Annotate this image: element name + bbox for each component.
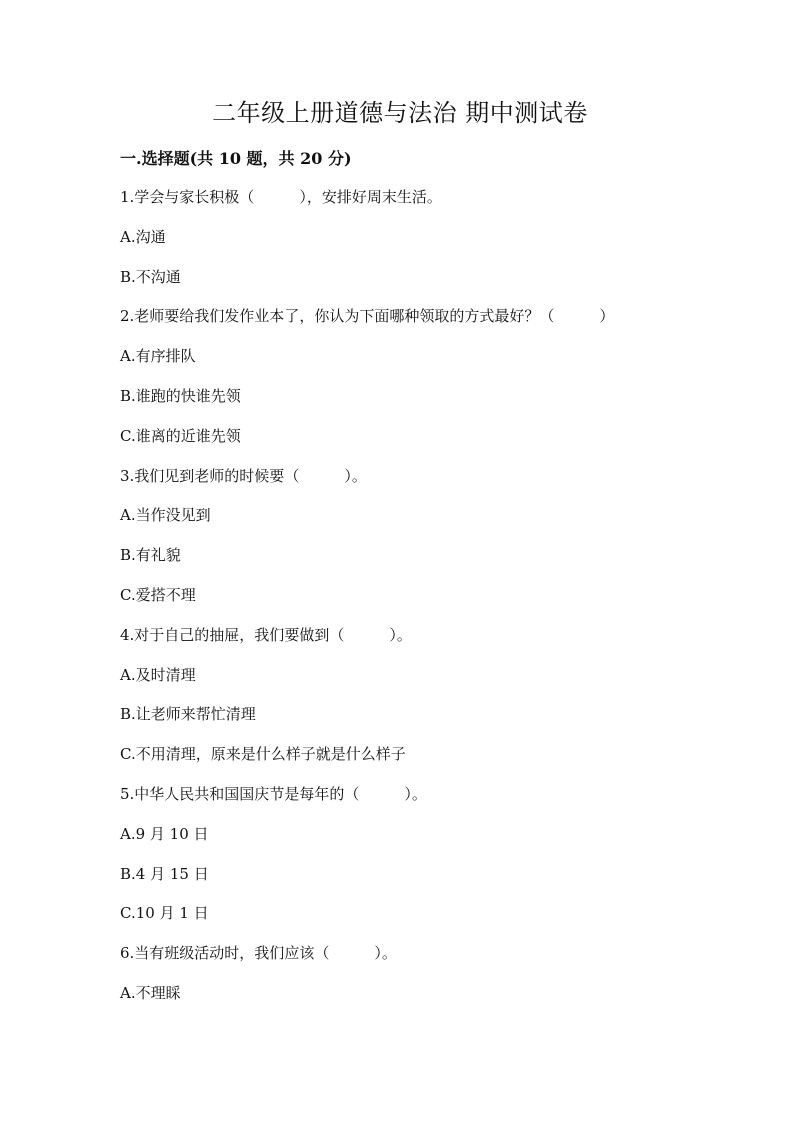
question-line: 4.对于自己的抽屉，我们要做到（ ）。 <box>120 625 412 644</box>
option-line: A.不理睬 <box>120 983 181 1002</box>
option-line: A.9 月 10 日 <box>120 824 209 843</box>
section-heading: 一.选择题(共 10 题，共 20 分) <box>120 149 352 168</box>
question-line: 1.学会与家长积极（ ），安排好周末生活。 <box>120 188 442 206</box>
option-line: B.4 月 15 日 <box>120 864 209 883</box>
option-line: A.有序排队 <box>120 347 196 366</box>
question-list <box>120 186 720 1022</box>
option-line: C.10 月 1 日 <box>120 904 209 923</box>
option-line: C.不用清理，原来是什么样子就是什么样子 <box>120 745 406 764</box>
option-line: B.让老师来帮忙清理 <box>120 705 256 724</box>
option-line: C.爱搭不理 <box>120 585 196 604</box>
exam-title: 二年级上册道德与法治 期中测试卷 <box>212 99 588 127</box>
option-line: A.及时清理 <box>120 665 196 684</box>
option-line: A.沟通 <box>120 227 166 246</box>
option-line: C.谁离的近谁先领 <box>120 426 241 445</box>
question-line: 3.我们见到老师的时候要（ ）。 <box>120 466 367 485</box>
option-line: A.当作没见到 <box>120 506 211 525</box>
question-line: 5.中华人民共和国国庆节是每年的（ ）。 <box>120 784 427 803</box>
option-line: B.不沟通 <box>120 267 181 286</box>
option-line: B.谁跑的快谁先领 <box>120 386 241 405</box>
question-line: 2.老师要给我们发作业本了，你认为下面哪种领取的方式最好？（ ） <box>120 307 615 326</box>
question-line: 6.当有班级活动时，我们应该（ ）。 <box>120 944 397 963</box>
option-line: B.有礼貌 <box>120 546 181 565</box>
